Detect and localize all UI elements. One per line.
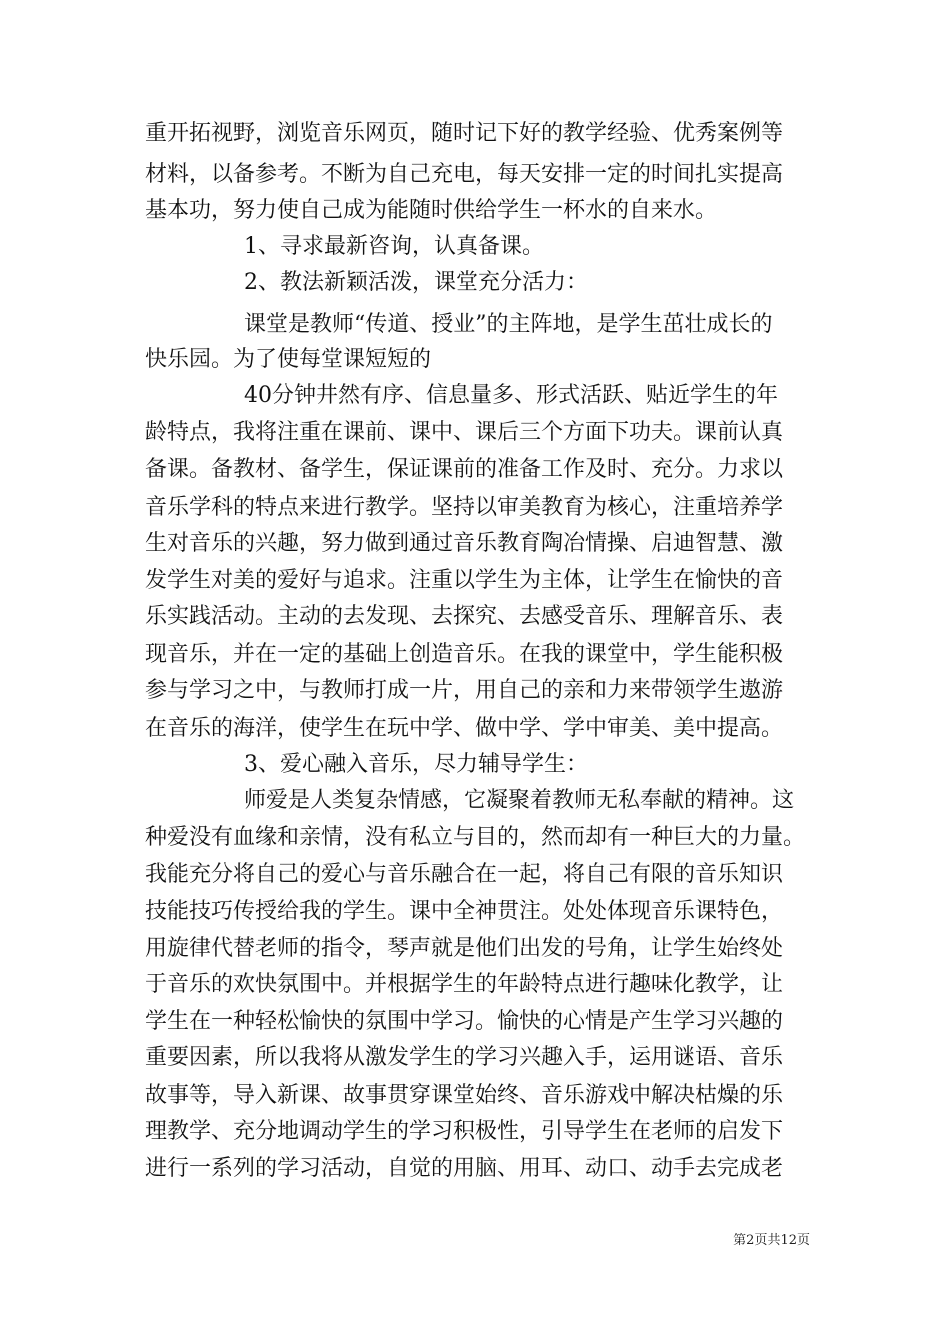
body-line: 学生在一种轻松愉快的氛围中学习。愉快的心情是产生学习兴趣的 bbox=[145, 1009, 784, 1034]
body-line: 我能充分将自己的爱心与音乐融合在一起，将自己有限的音乐知识 bbox=[145, 862, 784, 887]
body-line: 现音乐，并在一定的基础上创造音乐。在我的课堂中，学生能积极 bbox=[145, 642, 784, 667]
paragraph-first-line: 课堂是教师“传道、授业”的主阵地，是学生茁壮成长的 bbox=[244, 312, 773, 337]
body-line: 用旋律代替老师的指令，琴声就是他们出发的号角，让学生始终处 bbox=[145, 936, 784, 961]
body-line: 在音乐的海洋，使学生在玩中学、做中学、学中审美、美中提高。 bbox=[145, 716, 784, 741]
body-line: 快乐园。为了使每堂课短短的 bbox=[145, 347, 432, 372]
body-line: 生对音乐的兴趣，努力做到通过音乐教育陶冶情操、启迪智慧、激 bbox=[145, 531, 784, 556]
list-item-heading: 3、爱心融入音乐，尽力辅导学生： bbox=[244, 752, 588, 777]
body-line: 进行一系列的学习活动，自觉的用脑、用耳、动口、动手去完成老 bbox=[145, 1156, 784, 1181]
body-line: 参与学习之中，与教师打成一片，用自己的亲和力来带领学生遨游 bbox=[145, 678, 784, 703]
body-line: 故事等，导入新课、故事贯穿课堂始终、音乐游戏中解决枯燥的乐 bbox=[145, 1083, 784, 1108]
body-line: 重要因素，所以我将从激发学生的学习兴趣入手，运用谜语、音乐 bbox=[145, 1045, 784, 1070]
body-line: 乐实践活动。主动的去发现、去探究、去感受音乐、理解音乐、表 bbox=[145, 604, 784, 629]
body-line: 于音乐的欢快氛围中。并根据学生的年龄特点进行趣味化教学，让 bbox=[145, 972, 784, 997]
body-line: 音乐学科的特点来进行教学。坚持以审美教育为核心，注重培养学 bbox=[145, 495, 784, 520]
body-line: 龄特点，我将注重在课前、课中、课后三个方面下功夫。课前认真 bbox=[145, 420, 784, 445]
body-line: 材料，以备参考。不断为自己充电，每天安排一定的时间扎实提高 bbox=[145, 162, 784, 187]
body-line: 重开拓视野，浏览音乐网页，随时记下好的教学经验、优秀案例等 bbox=[145, 121, 784, 146]
body-line: 理教学、充分地调动学生的学习积极性，引导学生在老师的启发下 bbox=[145, 1119, 784, 1144]
body-line: 发学生对美的爱好与追求。注重以学生为主体，让学生在愉快的音 bbox=[145, 568, 784, 593]
paragraph-first-line: 40分钟井然有序、信息量多、形式活跃、贴近学生的年 bbox=[244, 383, 778, 408]
body-line: 基本功，努力使自己成为能随时供给学生一杯水的自来水。 bbox=[145, 198, 718, 223]
body-line: 种爱没有血缘和亲情，没有私立与目的，然而却有一种巨大的力量。 bbox=[145, 825, 806, 850]
list-item-heading: 2、教法新颖活泼，课堂充分活力： bbox=[244, 270, 588, 295]
page-number: 第2页共12页 bbox=[733, 1233, 810, 1248]
body-line: 备课。备教材、备学生，保证课前的准备工作及时、充分。力求以 bbox=[145, 457, 784, 482]
body-line: 技能技巧传授给我的学生。课中全神贯注。处处体现音乐课特色， bbox=[145, 899, 784, 924]
paragraph-first-line: 师爱是人类复杂情感，它凝聚着教师无私奉献的精神。这 bbox=[244, 788, 795, 813]
list-item-heading: 1、寻求最新咨询，认真备课。 bbox=[244, 234, 544, 259]
